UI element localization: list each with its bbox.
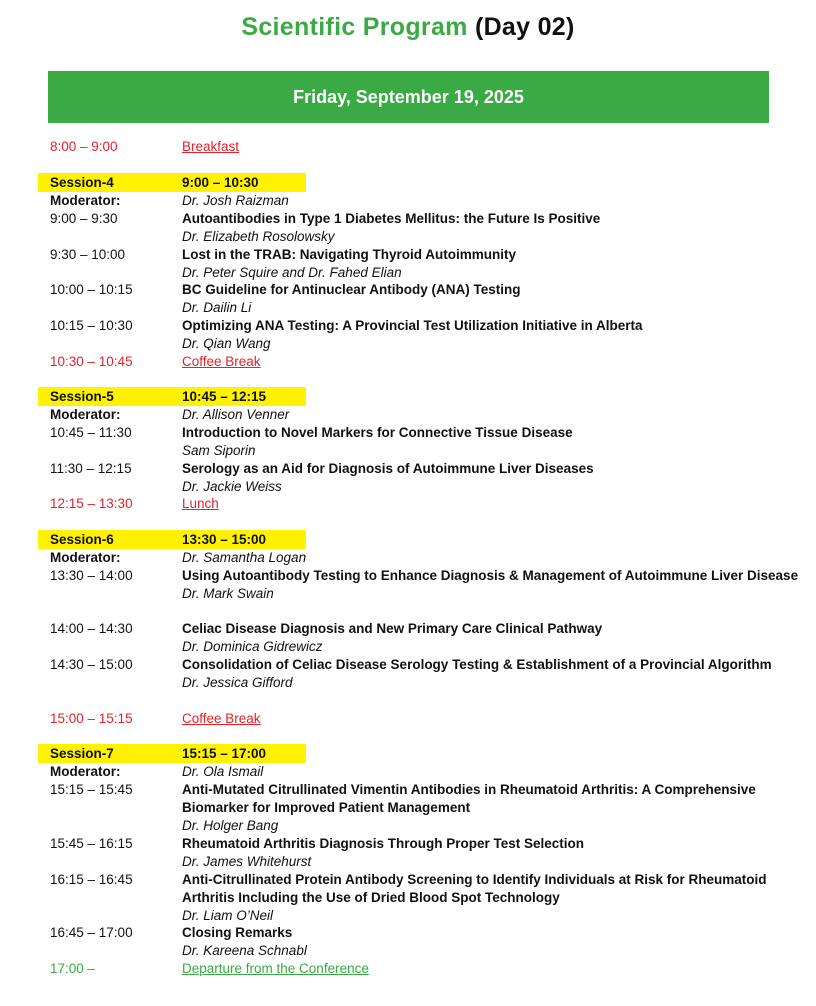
moderator-name: Dr. Josh Raizman [182, 193, 289, 208]
talk-speaker: Dr. Qian Wang [182, 335, 271, 351]
talk-time: 13:30 – 14:00 [50, 568, 133, 583]
talk-title: Anti-Citrullinated Protein Antibody Screening to Identify Individuals at Risk for Rheumatoid Arthritis Including the Use of Dried Blood Spot Technology [182, 872, 767, 905]
talk-time: 16:15 – 16:45 [50, 872, 133, 887]
page-title [0, 13, 816, 42]
talk-speaker: Dr. Kareena Schnabl [182, 942, 307, 958]
lunch-time: 12:15 – 13:30 [50, 496, 133, 511]
moderator-label: Moderator: [50, 193, 121, 208]
talk-title: BC Guideline for Antinuclear Antibody (ANA) Testing [182, 282, 521, 297]
session-6-header [38, 530, 306, 549]
talk-time: 9:00 – 9:30 [50, 211, 118, 226]
talk-title: Using Autoantibody Testing to Enhance Diagnosis & Management of Autoimmune Liver Disease [182, 568, 799, 583]
moderator-label: Moderator: [50, 550, 121, 565]
talk-title: Celiac Disease Diagnosis and New Primary Care Clinical Pathway [182, 621, 603, 636]
talk-time: 15:15 – 15:45 [50, 782, 133, 797]
talk-title: Serology as an Aid for Diagnosis of Autoimmune Liver Diseases [182, 461, 594, 476]
talk-time: 14:30 – 15:00 [50, 657, 133, 672]
session-6-label: Session-6 [50, 532, 114, 547]
talk-time: 16:45 – 17:00 [50, 925, 133, 940]
session-7-header [38, 744, 306, 763]
talk-time: 10:00 – 10:15 [50, 282, 133, 297]
talk-speaker: Dr. Liam O’Neil [182, 907, 274, 923]
talk-time: 14:00 – 14:30 [50, 621, 133, 636]
session-5-label: Session-5 [50, 389, 114, 404]
session-4-header [38, 173, 306, 192]
title-day: (Day 02) [474, 13, 575, 41]
talk-speaker: Dr. Dominica Gidrewicz [182, 638, 323, 654]
session-4-time: 9:00 – 10:30 [182, 175, 259, 190]
talk-title: Autoantibodies in Type 1 Diabetes Mellitus: the Future Is Positive [182, 211, 601, 226]
session-7-label: Session-7 [50, 746, 114, 761]
talk-speaker: Dr. Jessica Gifford [182, 674, 293, 690]
breakfast-link[interactable]: Breakfast [182, 139, 240, 154]
date-banner [48, 71, 769, 123]
talk-time: 11:30 – 12:15 [50, 461, 132, 476]
moderator-label: Moderator: [50, 764, 121, 779]
talk-speaker: Dr. Peter Squire and Dr. Fahed Elian [182, 264, 402, 280]
moderator-name: Dr. Ola Ismail [182, 764, 264, 779]
departure-time: 17:00 – [50, 961, 96, 976]
talk-speaker: Dr. Holger Bang [182, 817, 279, 833]
talk-title: Anti-Mutated Citrullinated Vimentin Antibodies in Rheumatoid Arthritis: A Comprehensive Biomarker for Improved Patient Management [182, 782, 756, 815]
talk-title: Introduction to Novel Markers for Connective Tissue Disease [182, 425, 573, 440]
talk-speaker: Dr. Elizabeth Rosolowsky [182, 228, 335, 244]
talk-time: 10:45 – 11:30 [50, 425, 132, 440]
talk-title: Closing Remarks [182, 925, 293, 940]
moderator-name: Dr. Samantha Logan [182, 550, 307, 565]
talk-speaker: Dr. James Whitehurst [182, 853, 312, 869]
coffee-break-link[interactable]: Coffee Break [182, 354, 261, 369]
talk-time: 9:30 – 10:00 [50, 247, 126, 262]
talk-speaker: Dr. Jackie Weiss [182, 478, 282, 494]
breakfast-time: 8:00 – 9:00 [50, 139, 118, 154]
moderator-label: Moderator: [50, 407, 121, 422]
talk-time: 10:15 – 10:30 [50, 318, 133, 333]
coffee-break-link[interactable]: Coffee Break [182, 711, 261, 726]
talk-title: Consolidation of Celiac Disease Serology Testing & Establishment of a Provincial Algorithm [182, 657, 772, 672]
title-main: Scientific Program [241, 13, 468, 41]
lunch-link[interactable]: Lunch [182, 496, 219, 511]
session-6-time: 13:30 – 15:00 [182, 532, 267, 547]
talk-title: Optimizing ANA Testing: A Provincial Test Utilization Initiative in Alberta [182, 318, 643, 333]
session-7-time: 15:15 – 17:00 [182, 746, 267, 761]
date-text: Friday, September 19, 2025 [293, 86, 524, 107]
talk-speaker: Dr. Mark Swain [182, 585, 274, 601]
session-5-header [38, 387, 306, 406]
coffee-break-time: 10:30 – 10:45 [50, 354, 133, 369]
coffee-break-time: 15:00 – 15:15 [50, 711, 133, 726]
talk-speaker: Sam Siporin [182, 442, 256, 458]
talk-time: 15:45 – 16:15 [50, 836, 133, 851]
moderator-name: Dr. Allison Venner [182, 407, 290, 422]
session-4-label: Session-4 [50, 175, 114, 190]
talk-title: Lost in the TRAB: Navigating Thyroid Autoimmunity [182, 247, 516, 262]
talk-speaker: Dr. Dailin Li [182, 299, 252, 315]
session-5-time: 10:45 – 12:15 [182, 389, 267, 404]
departure-link[interactable]: Departure from the Conference [182, 961, 369, 976]
talk-title: Rheumatoid Arthritis Diagnosis Through Proper Test Selection [182, 836, 585, 851]
